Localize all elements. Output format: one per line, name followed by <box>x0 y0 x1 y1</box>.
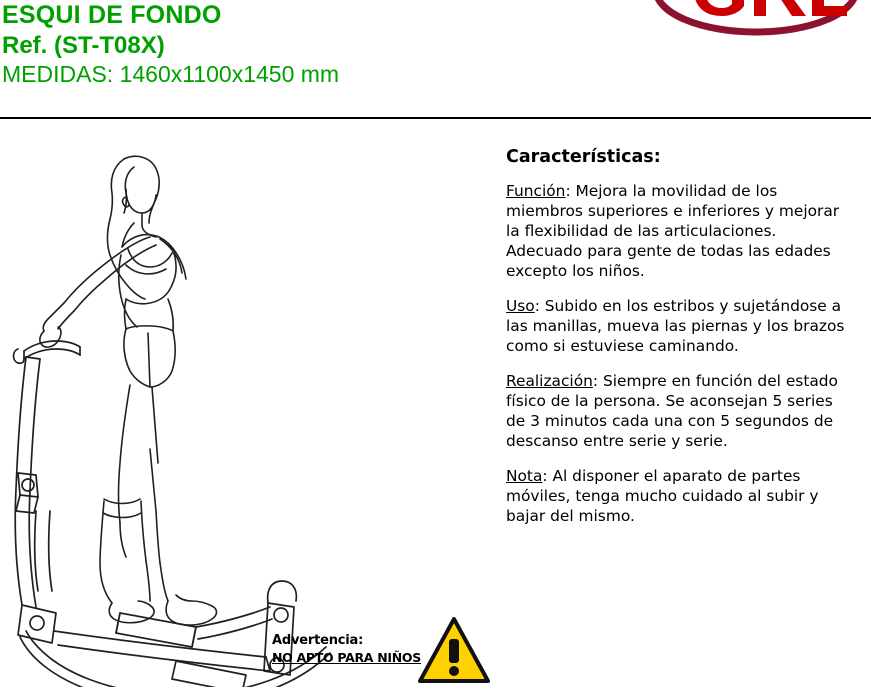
product-name: ESQUI DE FONDO <box>2 1 222 29</box>
product-reference: Ref. (ST-T08X) <box>2 31 165 59</box>
cross-country-ski-machine-drawing <box>0 119 480 687</box>
warning-title: Advertencia: <box>272 633 364 648</box>
document-header <box>0 0 871 116</box>
product-measures: MEDIDAS: 1460x1100x1450 mm <box>2 60 340 87</box>
characteristic-uso-text: : Subido en los estribos y sujetándose a las manillas, mueva las piernas y los brazos como si estuviese caminando. <box>506 297 845 356</box>
characteristic-nota <box>506 466 846 526</box>
characteristic-uso <box>506 296 846 356</box>
characteristics-heading: Características: <box>506 147 661 167</box>
characteristic-realizacion-text: : Siempre en función del estado físico de la persona. Se aconsejan 5 series de 3 minutos cada una con 5 segundos de descanso entre serie y serie. <box>506 372 838 451</box>
characteristic-funcion-label: Función <box>506 182 566 200</box>
characteristics-section <box>506 147 846 541</box>
document-body <box>0 119 871 687</box>
characteristic-realizacion <box>506 371 846 451</box>
product-title-block <box>2 0 339 88</box>
characteristic-realizacion-label: Realización <box>506 372 593 391</box>
warning-block <box>272 633 482 665</box>
characteristic-uso-label: Uso <box>506 297 535 316</box>
characteristic-nota-text: : Al disponer el aparato de partes móviles, tenga mucho cuidado al subir y bajar del mismo. <box>506 467 819 526</box>
characteristic-funcion <box>506 181 846 281</box>
characteristic-funcion-text: : Mejora la movilidad de los miembros superiores e inferiores y mejorar la flexibilidad de las articulaciones. Adecuado para gente de todas las edades excepto los niños. <box>506 182 840 281</box>
warning-subtitle: NO APTO PARA NIÑOS <box>272 650 421 665</box>
characteristic-nota-label: Nota <box>506 467 543 486</box>
company-logo <box>646 0 866 56</box>
warning-triangle-icon <box>418 617 490 690</box>
